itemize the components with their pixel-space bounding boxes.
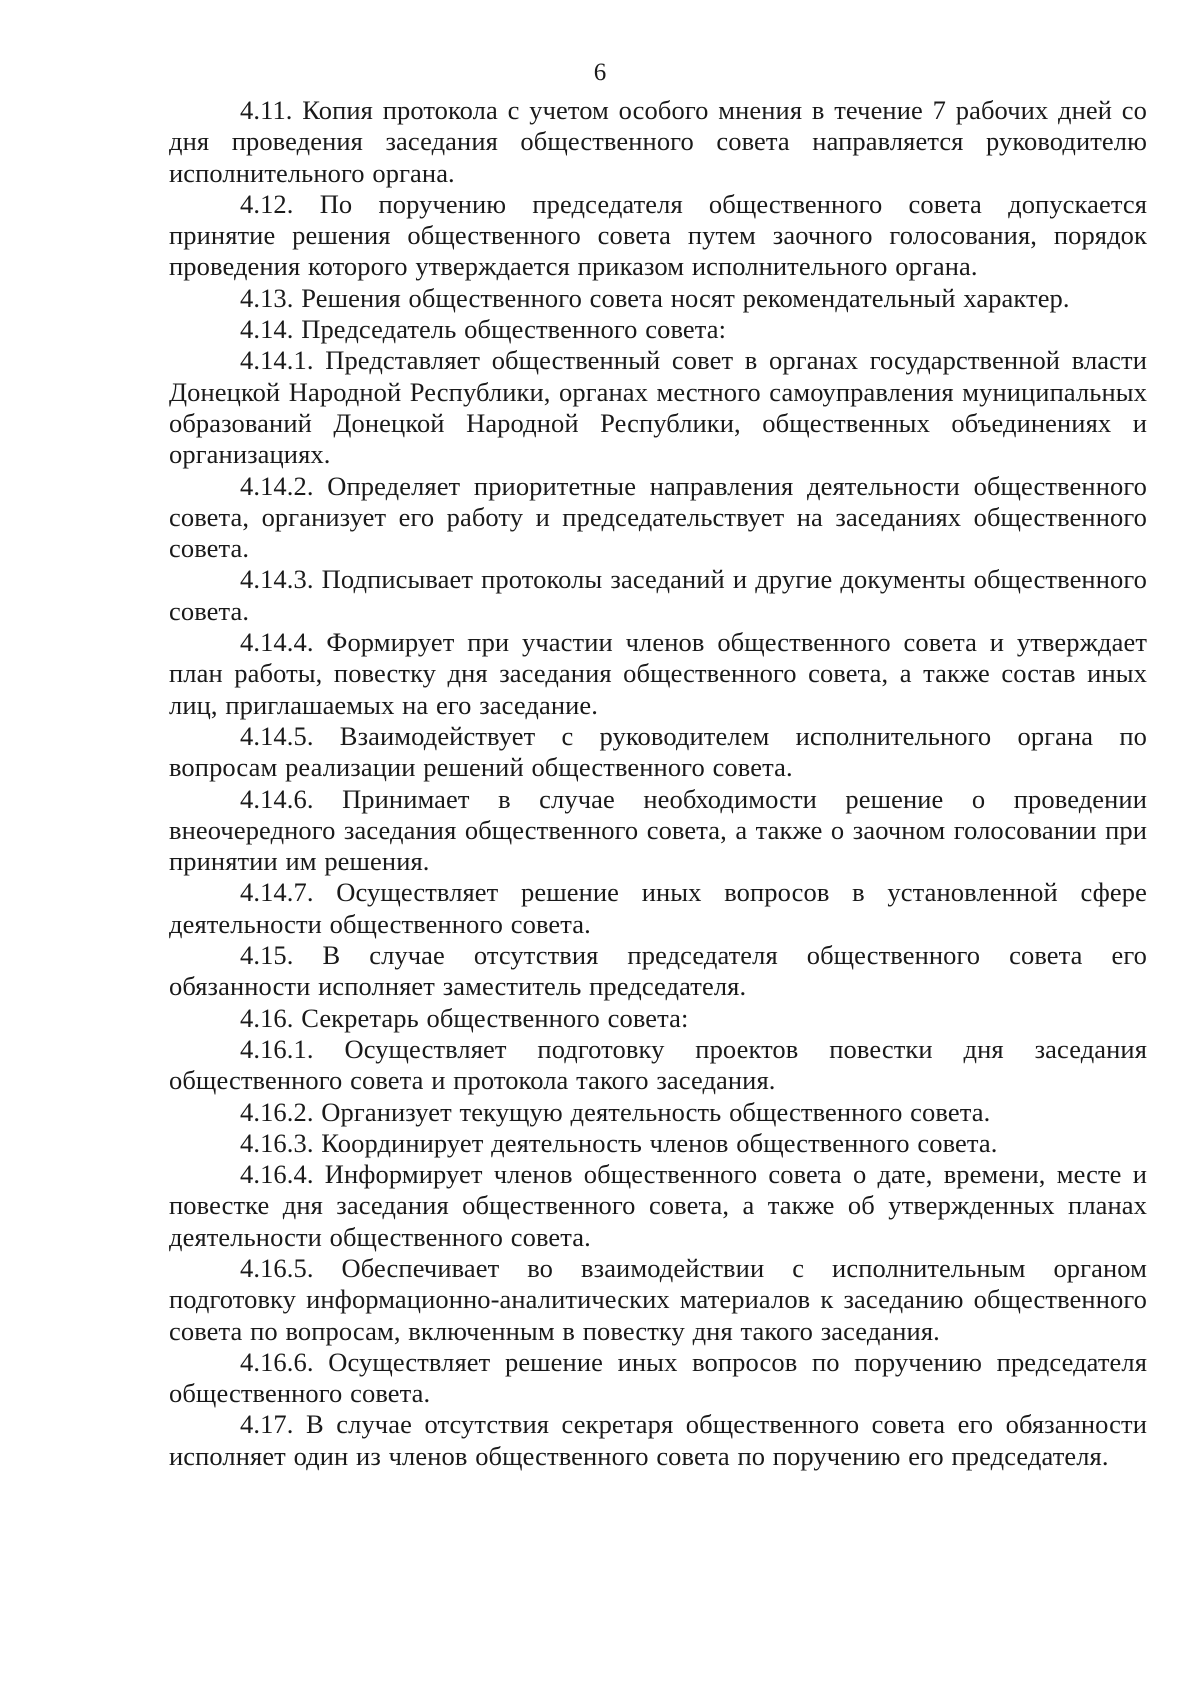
paragraph-4-12: 4.12. По поручению председателя общественного совета допускается принятие решения общественного совета путем заочного голосования, порядок проведения которого утверждается приказом исполнительного органа. <box>169 188 1147 282</box>
paragraph-4-15: 4.15. В случае отсутствия председателя общественного совета его обязанности исполняет заместитель председателя. <box>169 940 1147 1002</box>
page-number: 6 <box>593 59 607 86</box>
paragraph-4-14-7: 4.14.7. Осуществляет решение иных вопросов в установленной сфере деятельности общественного совета. <box>169 877 1147 939</box>
paragraph-4-16-5: 4.16.5. Обеспечивает во взаимодействии с исполнительным органом подготовку информационно-аналитических материалов к заседанию общественного совета по вопросам, включенным в повестку дня такого заседания. <box>169 1252 1147 1346</box>
document-body <box>169 95 1147 1472</box>
paragraph-4-14-5: 4.14.5. Взаимодействует с руководителем исполнительного органа по вопросам реализации решений общественного совета. <box>169 720 1147 783</box>
paragraph-4-16-6: 4.16.6. Осуществляет решение иных вопросов по поручению председателя общественного совета. <box>169 1346 1147 1409</box>
paragraph-4-16-1: 4.16.1. Осуществляет подготовку проектов повестки дня заседания общественного совета и протокола такого заседания. <box>169 1033 1147 1096</box>
paragraph-4-11: 4.11. Копия протокола с учетом особого мнения в течение 7 рабочих дней со дня проведения заседания общественного совета направляется руководителю исполнительного органа. <box>169 95 1147 188</box>
paragraph-4-16-4: 4.16.4. Информирует членов общественного совета о дате, времени, месте и повестке дня заседания общественного совета, а также об утвержденных планах деятельности общественного совета. <box>169 1159 1147 1252</box>
paragraph-4-14-3: 4.14.3. Подписывает протоколы заседаний и другие документы общественного совета. <box>169 564 1147 626</box>
paragraph-4-14: 4.14. Председатель общественного совета: <box>240 314 727 345</box>
paragraph-4-13: 4.13. Решения общественного совета носят рекомендательный характер. <box>240 282 1070 313</box>
paragraph-4-17: 4.17. В случае отсутствия секретаря общественного совета его обязанности исполняет один из членов общественного совета по поручению его председателя. <box>169 1409 1147 1471</box>
paragraph-4-14-2: 4.14.2. Определяет приоритетные направления деятельности общественного совета, организует его работу и председательствует на заседаниях общественного совета. <box>169 470 1147 564</box>
paragraph-4-16-3: 4.16.3. Координирует деятельность членов общественного совета. <box>240 1127 998 1158</box>
paragraph-4-14-1: 4.14.1. Представляет общественный совет в органах государственной власти Донецкой Народной Республики, органах местного самоуправления муниципальных образований Донецкой Народной Республики, общественных объединениях и организациях. <box>169 345 1147 470</box>
paragraph-4-14-4: 4.14.4. Формирует при участии членов общественного совета и утверждает план работы, повестку дня заседания общественного совета, а также состав иных лиц, приглашаемых на его заседание. <box>169 627 1147 720</box>
paragraph-4-16: 4.16. Секретарь общественного совета: <box>240 1002 689 1033</box>
paragraph-4-14-6: 4.14.6. Принимает в случае необходимости решение о проведении внеочередного заседания общественного совета, а также о заочном голосовании при принятии им решения. <box>169 783 1147 877</box>
paragraph-4-16-2: 4.16.2. Организует текущую деятельность общественного совета. <box>240 1096 991 1127</box>
